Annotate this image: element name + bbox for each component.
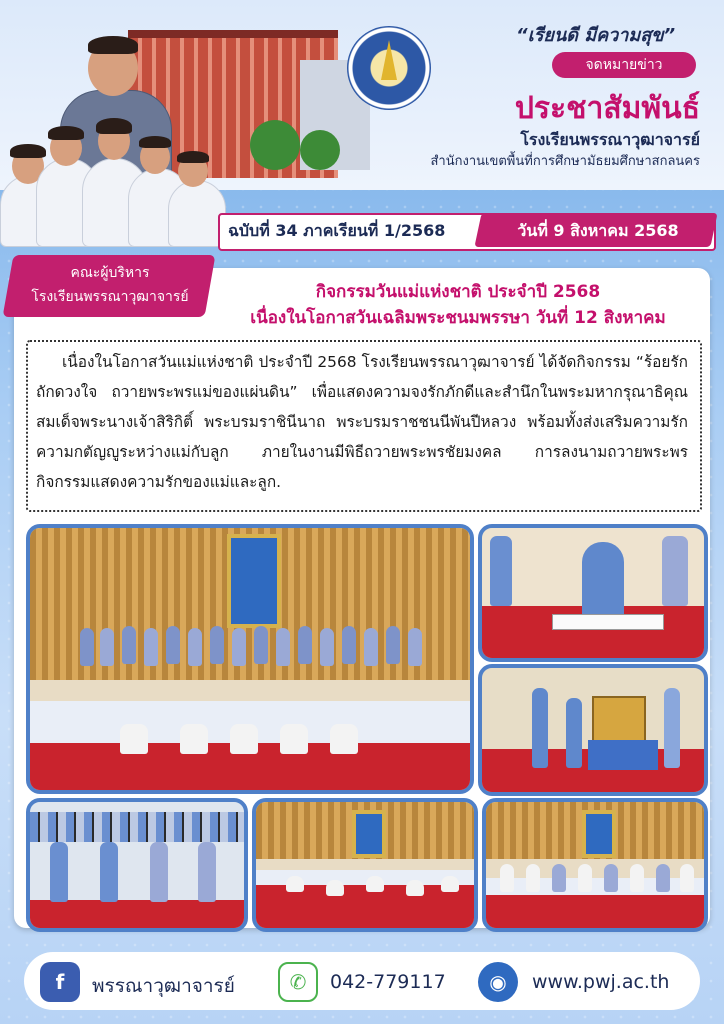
office-name: สำนักงานเขตพื้นที่การศึกษามัธยมศึกษาสกลนคร <box>430 154 700 169</box>
subheadline: เนื่องในโอกาสวันเฉลิมพระชนมพรรษา วันที่ 12 สิงหาคม <box>250 308 666 328</box>
photo-group-stage <box>26 524 474 794</box>
article-body: เนื่องในโอกาสวันแม่แห่งชาติ ประจำปี 2568 โรงเรียนพรรณาวุฒาจารย์ ได้จัดกิจกรรม “ร้อยรัก ถักดวงใจ ถวายพระพรแม่ของแผ่นดิน” เพื่อแสดงความจงรักภักดีและสำนึกในพระมหากรุณาธิคุณ สมเด็จพระนางเจ้าสิริกิติ์ พระบรมราชินีนาถ พระบรมราชชนนีพันปีหลวง พร้อมทั้งส่งเสริมความรัก ความกตัญญูระหว่างแม่กับลูก ภายในงานมีพิธีถวายพระพรชัยมงคล การลงนามถวายพระพร กิจกรรมแสดงความรักของแม่และลูก. <box>36 353 688 491</box>
motto: “เรียนดี มีความสุข” <box>516 25 676 46</box>
headline: กิจกรรมวันแม่แห่งชาติ ประจำปี 2568 <box>315 282 601 302</box>
tree-image <box>250 120 300 170</box>
administrators-school: โรงเรียนพรรณาวุฒาจารย์ <box>31 289 189 305</box>
facebook-icon[interactable]: f <box>40 962 80 1002</box>
website-link[interactable]: www.pwj.ac.th <box>532 971 670 993</box>
issue-date: วันที่ 9 สิงหาคม 2568 <box>517 221 679 240</box>
globe-icon: ◉ <box>478 962 518 1002</box>
photo-assembly <box>26 798 248 932</box>
photo-offering <box>478 664 708 796</box>
administrators-photo <box>0 30 230 245</box>
header <box>0 0 724 200</box>
facebook-link[interactable]: พรรณาวุฒาจารย์ <box>92 975 235 997</box>
issue-number: ฉบับที่ 34 ภาคเรียนที่ 1/2568 <box>228 221 446 240</box>
school-logo <box>347 26 431 110</box>
photo-kneeling-1 <box>252 798 478 932</box>
page-title: ประชาสัมพันธ์ <box>514 91 700 126</box>
administrators-label: คณะผู้บริหาร <box>70 265 150 281</box>
photo-kneeling-2 <box>482 798 708 932</box>
photo-signing <box>478 524 708 662</box>
school-name: โรงเรียนพรรณาวุฒาจารย์ <box>520 130 700 149</box>
phone-number[interactable]: 042-779117 <box>330 971 446 993</box>
newsletter-badge: จดหมายข่าว <box>552 52 696 78</box>
phone-icon: ✆ <box>278 962 318 1002</box>
